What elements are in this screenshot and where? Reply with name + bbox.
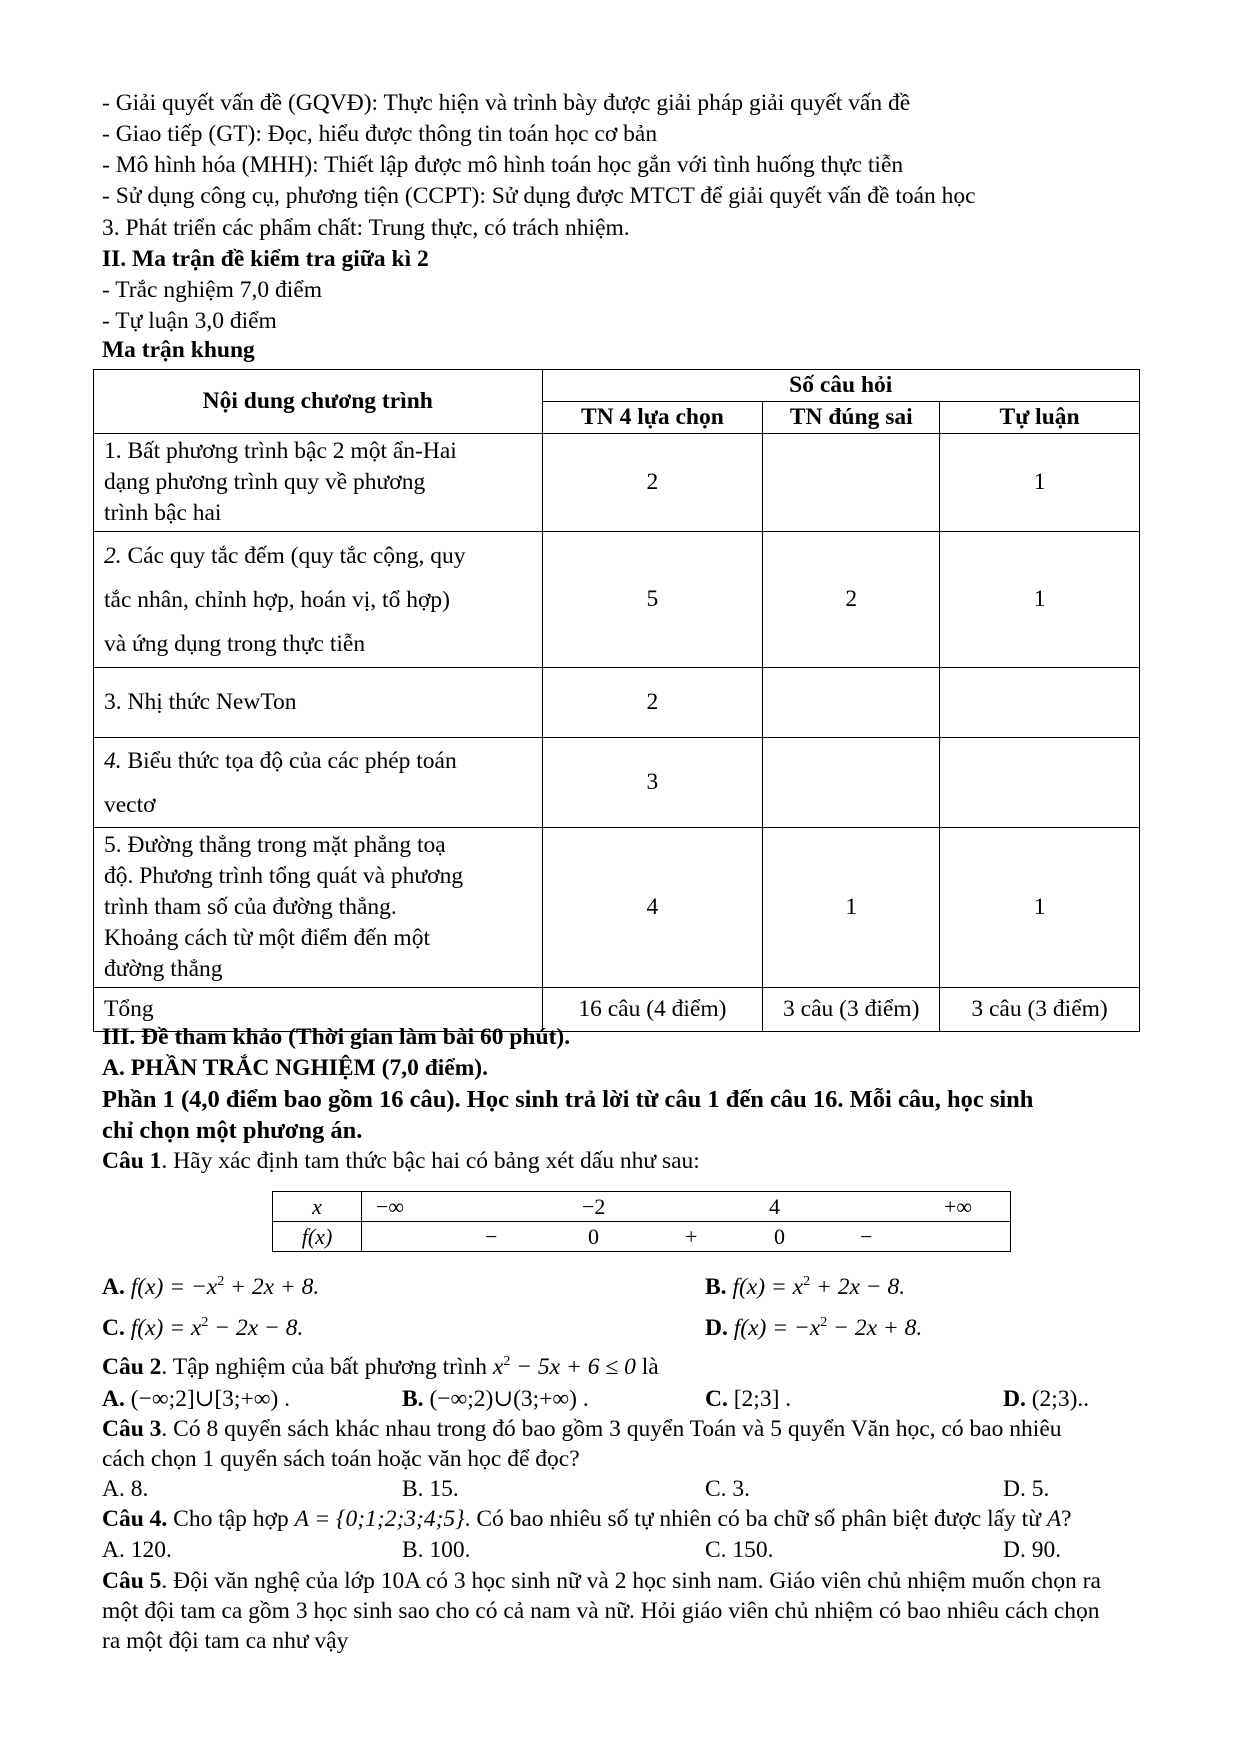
- sign-table-fx-label: f(x): [273, 1222, 362, 1252]
- row-content-line: [104, 739, 532, 783]
- q1-option-d[interactable]: [705, 1313, 922, 1344]
- q3-option-a[interactable]: A. 8.: [102, 1476, 149, 1502]
- q1-option-a[interactable]: [102, 1272, 319, 1303]
- question-text: Cho tập hợp: [167, 1506, 295, 1532]
- option-math: + 2x − 8.: [810, 1274, 906, 1300]
- q4-option-b[interactable]: B. 100.: [402, 1537, 471, 1563]
- row-content-line: dạng phương trình quy về phương: [104, 469, 426, 495]
- total-tl: 3 câu (3 điểm): [940, 988, 1140, 1032]
- q3-option-c[interactable]: C. 3.: [705, 1476, 751, 1502]
- row-content-line: độ. Phương trình tổng quát và phương: [104, 863, 464, 889]
- option-text: (−∞;2]∪[3;+∞) .: [130, 1386, 291, 1412]
- question-label: Câu 5: [102, 1568, 162, 1594]
- sign-value: 0: [774, 1224, 785, 1249]
- option-exponent: 2: [201, 1315, 209, 1330]
- row-content-line: Khoảng cách từ một điểm đến một: [104, 925, 430, 951]
- option-math: − 2x − 8.: [208, 1315, 304, 1341]
- q3-option-b[interactable]: B. 15.: [402, 1476, 459, 1502]
- q3-option-d[interactable]: D. 5.: [1003, 1476, 1050, 1502]
- row-content: [94, 532, 543, 668]
- cell-tn4: 2: [542, 668, 763, 738]
- row-content-line: và ứng dụng trong thực tiễn: [104, 630, 366, 657]
- total-tnds: 3 câu (3 điểm): [763, 988, 940, 1032]
- option-text: (2;3)..: [1031, 1386, 1090, 1412]
- option-exponent: 2: [803, 1274, 811, 1289]
- matrix-label: Ma trận khung: [102, 337, 255, 363]
- row-number: 4.: [104, 747, 122, 774]
- cell-tl: [940, 668, 1140, 738]
- q2-option-d[interactable]: [1003, 1384, 1089, 1415]
- sign-table-x-label: x: [273, 1192, 362, 1222]
- option-math: + 2x + 8.: [224, 1274, 320, 1300]
- section-2-title: II. Ma trận đề kiểm tra giữa kì 2: [102, 246, 429, 272]
- score-line: - Tự luận 3,0 điểm: [102, 308, 277, 334]
- question-text: ?: [1061, 1506, 1072, 1532]
- sign-value: −: [485, 1224, 498, 1249]
- q2-option-a[interactable]: [102, 1384, 290, 1415]
- question-text: là: [635, 1354, 659, 1380]
- row-content-line: trình bậc hai: [104, 500, 222, 526]
- row-number: 2.: [104, 542, 122, 569]
- part-1-title: Phần 1 (4,0 điểm bao gồm 16 câu). Học sinh trả lời từ câu 1 đến câu 16. Mỗi câu, học sinh: [102, 1086, 1034, 1113]
- table-row: [94, 668, 1140, 738]
- q4-option-a[interactable]: A. 120.: [102, 1537, 172, 1563]
- question-math: A: [1046, 1506, 1062, 1532]
- option-key: B.: [705, 1274, 727, 1300]
- cell-tnds: 2: [763, 532, 940, 668]
- option-math: f(x) = −x: [733, 1315, 821, 1341]
- question-5-cont: ra một đội tam ca như vậy: [102, 1628, 349, 1654]
- qualities-line: 3. Phát triển các phẩm chất: Trung thực, có trách nhiệm.: [102, 215, 630, 241]
- x-value: 4: [769, 1194, 780, 1219]
- row-content-line: đường thẳng: [104, 956, 223, 982]
- option-exponent: 2: [820, 1315, 828, 1330]
- question-label: Câu 3: [102, 1416, 162, 1442]
- row-content-line: 1. Bất phương trình bậc 2 một ẩn-Hai: [104, 438, 457, 464]
- option-key: A.: [102, 1274, 125, 1300]
- question-label: Câu 1: [102, 1148, 162, 1174]
- competency-line: - Mô hình hóa (MHH): Thiết lập được mô hình toán học gắn với tình huống thực tiễn: [102, 152, 904, 178]
- sign-value: +: [685, 1224, 698, 1249]
- question-math: x: [492, 1354, 504, 1380]
- option-key: C.: [102, 1315, 125, 1341]
- part-1-title-cont: chỉ chọn một phương án.: [102, 1117, 363, 1144]
- option-math: f(x) = x: [130, 1315, 202, 1341]
- option-key: D.: [1003, 1386, 1026, 1412]
- question-label: Câu 2: [102, 1354, 162, 1380]
- option-math: − 2x + 8.: [827, 1315, 923, 1341]
- question-exponent: 2: [503, 1354, 511, 1369]
- part-a-title: A. PHẦN TRẮC NGHIỆM (7,0 điểm).: [102, 1055, 488, 1081]
- row-content-line: [104, 534, 532, 578]
- row-text: Các quy tắc đếm (quy tắc cộng, quy: [121, 542, 466, 569]
- row-content-line: 5. Đường thẳng trong mặt phẳng toạ: [104, 832, 446, 858]
- row-content: [94, 434, 543, 532]
- header-content: Nội dung chương trình: [94, 370, 543, 434]
- row-content-line: tắc nhân, chỉnh hợp, hoán vị, tổ hợp): [104, 586, 450, 613]
- cell-tn4: 5: [542, 532, 763, 668]
- cell-tn4: 2: [542, 434, 763, 532]
- question-4: [102, 1504, 1072, 1535]
- q2-option-c[interactable]: [705, 1384, 791, 1415]
- header-question-count: Số câu hỏi: [542, 370, 1139, 402]
- sign-value: −: [860, 1224, 873, 1249]
- question-text: . Có bao nhiêu số tự nhiên có ba chữ số phân biệt được lấy từ: [464, 1506, 1047, 1532]
- header-col-tn4: TN 4 lựa chọn: [542, 402, 763, 434]
- row-content-line: 3. Nhị thức NewTon: [104, 689, 297, 715]
- option-text: (−∞;2)∪(3;+∞) .: [429, 1386, 589, 1412]
- table-row: [94, 828, 1140, 988]
- question-2: [102, 1352, 659, 1383]
- table-row: [94, 738, 1140, 828]
- question-3: [102, 1414, 1062, 1445]
- q1-option-b[interactable]: [705, 1272, 905, 1303]
- competency-line: - Giao tiếp (GT): Đọc, hiểu được thông tin toán học cơ bản: [102, 121, 658, 147]
- q2-option-b[interactable]: [402, 1384, 589, 1415]
- sign-table-x-row: [362, 1192, 1011, 1222]
- option-key: B.: [402, 1386, 424, 1412]
- cell-tnds: 1: [763, 828, 940, 988]
- q1-option-c[interactable]: [102, 1313, 303, 1344]
- row-content: [94, 828, 543, 988]
- table-row: [94, 532, 1140, 668]
- total-label: Tổng: [94, 988, 543, 1032]
- option-text: [2;3] .: [733, 1386, 792, 1412]
- question-5: [102, 1566, 1101, 1597]
- header-col-tl: Tự luận: [940, 402, 1140, 434]
- row-content-line: vectơ: [104, 791, 156, 818]
- score-line: - Trắc nghiệm 7,0 điểm: [102, 277, 322, 303]
- cell-tnds: [763, 668, 940, 738]
- option-exponent: 2: [217, 1274, 225, 1289]
- competency-line: - Giải quyết vấn đề (GQVĐ): Thực hiện và trình bày được giải pháp giải quyết vấn đề: [102, 90, 911, 116]
- competency-line: - Sử dụng công cụ, phương tiện (CCPT): Sử dụng được MTCT để giải quyết vấn đề toán học: [102, 183, 976, 209]
- table-row: [94, 434, 1140, 532]
- q4-option-c[interactable]: C. 150.: [705, 1537, 774, 1563]
- row-content-line: trình tham số của đường thẳng.: [104, 894, 397, 920]
- total-tn4: 16 câu (4 điểm): [542, 988, 763, 1032]
- cell-tnds: [763, 434, 940, 532]
- row-content: [94, 668, 543, 738]
- section-3-title: III. Đề tham khảo (Thời gian làm bài 60 phút).: [102, 1024, 571, 1050]
- option-key: D.: [705, 1315, 728, 1341]
- question-label: Câu 4.: [102, 1506, 168, 1532]
- x-value: −∞: [376, 1194, 405, 1219]
- option-math: f(x) = x: [732, 1274, 804, 1300]
- question-3-cont: cách chọn 1 quyển sách toán hoặc văn học để đọc?: [102, 1446, 580, 1472]
- question-5-cont: một đội tam ca gồm 3 học sinh sao cho có cả nam và nữ. Hỏi giáo viên chủ nhiệm có bao nhiêu cách chọn: [102, 1598, 1100, 1624]
- header-col-tnds: TN đúng sai: [763, 402, 940, 434]
- cell-tl: 1: [940, 828, 1140, 988]
- cell-tn4: 4: [542, 828, 763, 988]
- sign-table: [272, 1191, 1011, 1252]
- option-key: C.: [705, 1386, 728, 1412]
- row-content: [94, 738, 543, 828]
- question-text: . Hãy xác định tam thức bậc hai có bảng xét dấu như sau:: [161, 1148, 700, 1174]
- x-value: −2: [582, 1194, 606, 1219]
- cell-tl: [940, 738, 1140, 828]
- question-math: A = {0;1;2;3;4;5}: [294, 1506, 465, 1532]
- cell-tn4: 3: [542, 738, 763, 828]
- cell-tnds: [763, 738, 940, 828]
- option-math: f(x) = −x: [130, 1274, 218, 1300]
- question-text: . Đội văn nghệ của lớp 10A có 3 học sinh nữ và 2 học sinh nam. Giáo viên chủ nhiệm muốn chọn ra: [161, 1568, 1101, 1594]
- x-value: +∞: [944, 1194, 973, 1219]
- q4-option-d[interactable]: D. 90.: [1003, 1537, 1062, 1563]
- matrix-table: [93, 369, 1140, 1032]
- question-math: − 5x + 6 ≤ 0: [510, 1354, 636, 1380]
- sign-value: 0: [588, 1224, 599, 1249]
- question-text: . Có 8 quyển sách khác nhau trong đó bao gồm 3 quyển Toán và 5 quyển Văn học, có bao nhiêu: [161, 1416, 1062, 1442]
- cell-tl: 1: [940, 434, 1140, 532]
- cell-tl: 1: [940, 532, 1140, 668]
- sign-table-sign-row: [362, 1222, 1011, 1252]
- option-key: A.: [102, 1386, 125, 1412]
- question-1: [102, 1146, 700, 1177]
- question-text: . Tập nghiệm của bất phương trình: [161, 1354, 493, 1380]
- row-text: Biểu thức tọa độ của các phép toán: [121, 747, 457, 774]
